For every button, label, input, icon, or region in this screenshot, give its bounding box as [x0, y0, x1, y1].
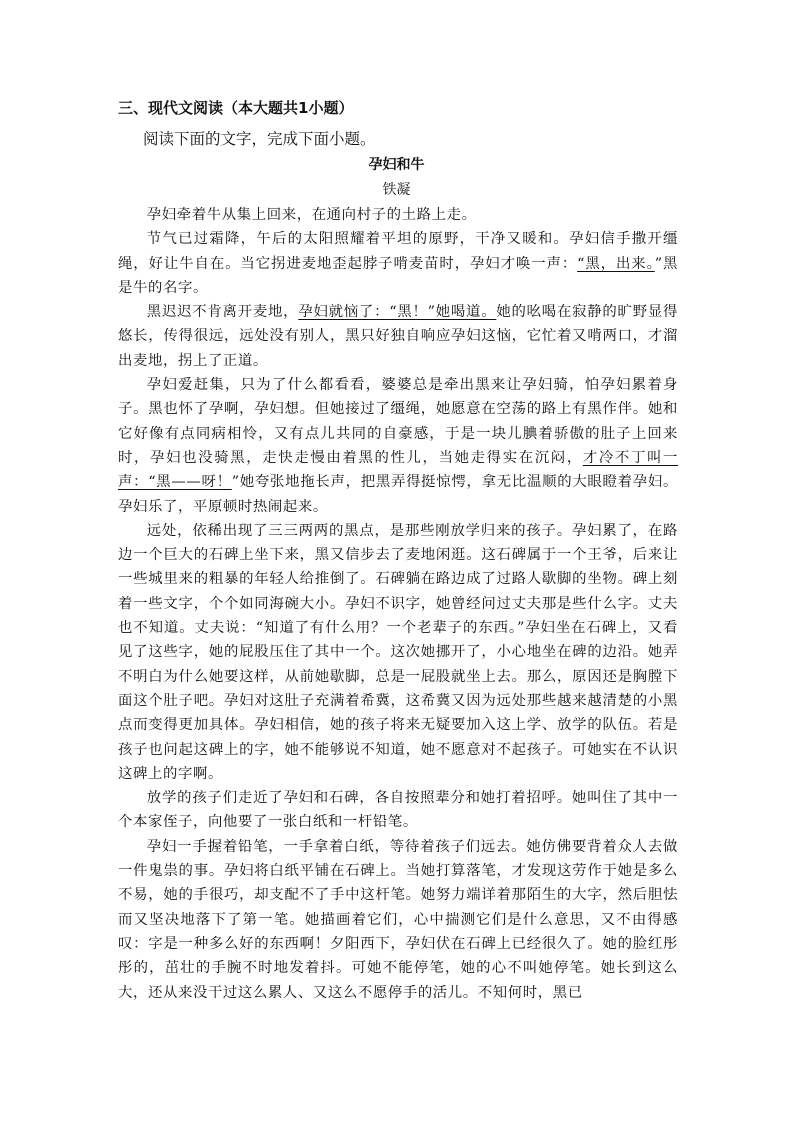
reading-instruction: 阅读下面的文字，完成下面小题。 [143, 130, 376, 148]
paragraph-2-text-a: 节气已过霜降，午后的太阳照耀着平坦的原野，干净又暖和。孕妇信手撒开缰绳，好让牛自在。当它拐进麦地歪起脖子啃麦苗时，孕妇才唤一声： [118, 231, 678, 272]
paragraph-6-text: 放学的孩子们走近了孕妇和石碑，各自按照辈分和她打着招呼。她叫住了其中一个本家侄子，向他要了一张白纸和一杆铅笔。 [118, 790, 678, 831]
paragraph-1 [118, 203, 678, 227]
section-heading: 三、现代文阅读（本大题共1小题） [118, 99, 354, 117]
paragraph-1-text: 孕妇牵着牛从集上回来，在通向村子的土路上走。 [146, 207, 477, 223]
paragraph-3-text-b: 她的吆喝在寂静的旷野显得悠长，传得很远，远处没有别人，黑只好独自响应孕妇这恼，它忙着又啃两口，才溜出麦地，拐上了正道。 [118, 304, 679, 369]
article-author: 铁凝 [382, 182, 411, 198]
article-body [118, 203, 678, 1005]
paragraph-7 [118, 835, 678, 1005]
paragraph-3 [118, 300, 678, 373]
paragraph-4-text-a: 孕妇爱赶集，只为了什么都看看，婆婆总是牵出黑来让孕妇骑，怕孕妇累着身子。黑也怀了孕啊，孕妇想。但她接过了缰绳，她愿意在空荡的路上有黑作伴。她和它好像有点同病相怜，又有点儿共同的自豪感，于是一块儿腆着骄傲的肚子上回来时，孕妇也没骑黑，走快走慢由着黑的性儿，当她走得实在沉闷， [118, 377, 678, 466]
paragraph-3-text-a: 黑迟迟不肯离开麦地， [146, 304, 299, 321]
underlined-phrase-3: 才冷不丁叫一声：“黑——呀！ [118, 449, 678, 491]
paragraph-2-text-b: ”黑是牛的名字。 [118, 255, 678, 296]
paragraph-4-text-b: ”她夸张地拖长声，把黑弄得挺惊愕，拿无比温顺的大眼瞪着孕妇。孕妇乐了，平原顿时热闹起来。 [118, 474, 678, 515]
paragraph-4 [118, 373, 678, 519]
paragraph-7-text: 孕妇一手握着铅笔，一手拿着白纸，等待着孩子们远去。她仿佛要背着众人去做一件鬼祟的事。孕妇将白纸平铺在石碑上。当她打算落笔，才发现这劳作于她是多么不易，她的手很巧，却支配不了手中这杆笔。她努力端详着那陌生的大字，然后胆怯而又坚决地落下了第一笔。她描画着它们，心中揣测它们是什么意思，又不由得感叹：字是一种多么好的东西啊！夕阳西下，孕妇伏在石碑上已经很久了。她的脸红彤彤的，茁壮的手腕不时地发着抖。可她不能停笔，她的心不叫她停笔。她长到这么大，还从来没干过这么累人、又这么不愿停手的活儿。不知何时，黑已 [118, 838, 678, 1001]
underlined-phrase-1: “黑，出来。 [577, 255, 655, 272]
paragraph-2 [118, 227, 678, 300]
article-title: 孕妇和牛 [368, 157, 425, 173]
paragraph-6 [118, 786, 678, 835]
paragraph-5-text: 远处，依稀出现了三三两两的黑点，是那些刚放学归来的孩子。孕妇累了，在路边一个巨大的石碑上坐下来，黑又信步去了麦地闲逛。这石碑属于一个王爷，后来让一些城里来的粗暴的年轻人给推倒了。石碑躺在路边成了过路人歇脚的坐物。碑上刻着一些文字，个个如同海碗大小。孕妇不识字，她曾经问过丈夫那是些什么字。丈夫也不知道。丈夫说：“知道了有什么用？一个老辈子的东西。”孕妇坐在石碑上，又看见了这些字，她的屁股压住了其中一个。这次她挪开了，小心地坐在碑的边沿。她弄不明白为什么她要这样，从前她歇脚，总是一屁股就坐上去。那么，原因还是胸膛下面这个肚子吧。孕妇对这肚子充满着希冀，这希冀又因为远处那些越来越清楚的小黑点而变得更加具体。孕妇相信，她的孩子将来无疑要加入这上学、放学的队伍。若是孩子也问起这碑上的字，她不能够说不知道，她不愿意对不起孩子。可她实在不认识这碑上的字啊。 [118, 522, 678, 782]
paragraph-5 [118, 519, 678, 786]
underlined-phrase-2: 孕妇就恼了：“黑！”她喝道。 [298, 304, 497, 321]
